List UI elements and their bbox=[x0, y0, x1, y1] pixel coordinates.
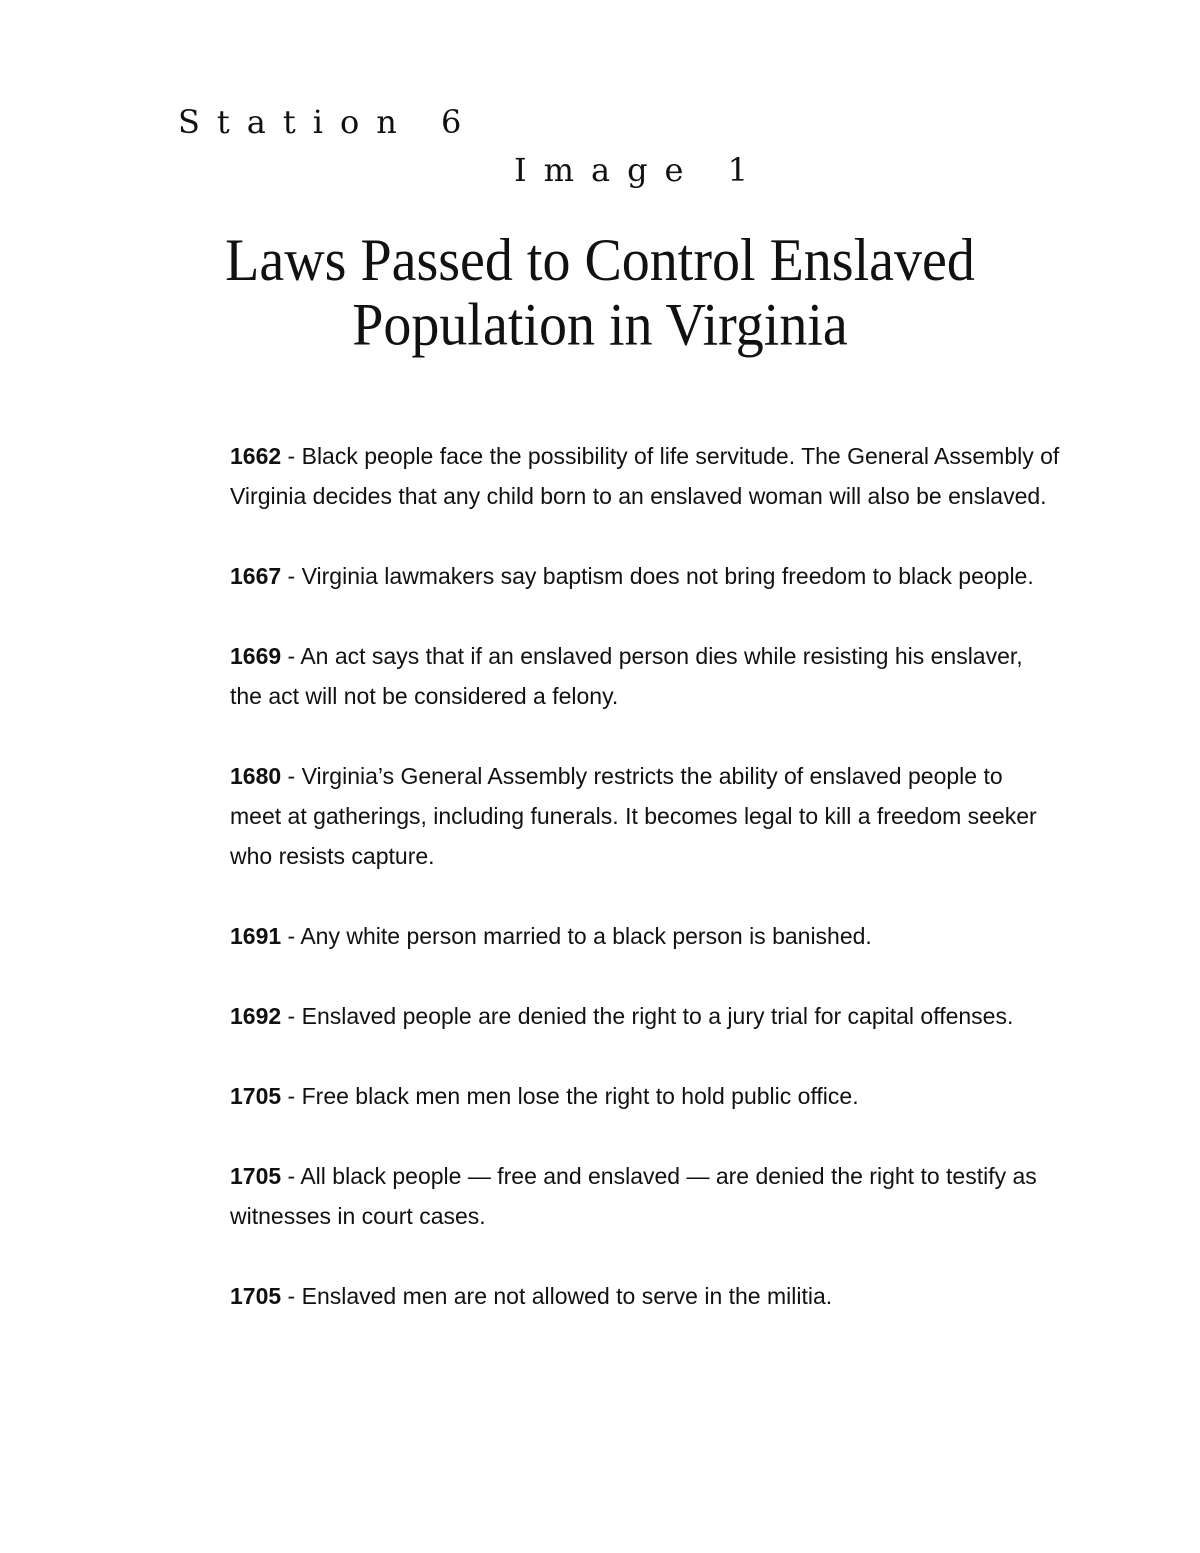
law-description: - Enslaved people are denied the right to a jury trial for capital offenses. bbox=[281, 1003, 1014, 1029]
law-year: 1692 bbox=[230, 1003, 282, 1029]
law-entry bbox=[230, 636, 1060, 716]
law-entry bbox=[230, 1276, 1060, 1316]
page-title-line-2: Population in Virginia bbox=[352, 291, 848, 359]
law-entry bbox=[230, 1156, 1060, 1236]
law-entry bbox=[230, 916, 1060, 956]
law-description: - Enslaved men are not allowed to serve in the militia. bbox=[281, 1283, 833, 1309]
law-entry bbox=[230, 756, 1060, 876]
law-year: 1705 bbox=[230, 1283, 282, 1309]
law-entry bbox=[230, 996, 1060, 1036]
law-list bbox=[230, 436, 1060, 1356]
page-title-line-1: Laws Passed to Control Enslaved bbox=[225, 226, 975, 294]
law-entry bbox=[230, 556, 1060, 596]
law-year: 1669 bbox=[230, 643, 282, 669]
law-description: - All black people — free and enslaved — are denied the right to testify as witnesses in court cases. bbox=[230, 1163, 1037, 1229]
page-title bbox=[150, 228, 1050, 358]
law-year: 1705 bbox=[230, 1083, 282, 1109]
law-entry bbox=[230, 1076, 1060, 1116]
law-description: - An act says that if an enslaved person dies while resisting his enslaver, the act will not be considered a felony. bbox=[230, 643, 1023, 709]
law-year: 1662 bbox=[230, 443, 282, 469]
law-year: 1691 bbox=[230, 923, 282, 949]
station-label: Station 6 bbox=[178, 103, 479, 141]
law-year: 1680 bbox=[230, 763, 282, 789]
law-description: - Any white person married to a black person is banished. bbox=[281, 923, 872, 949]
law-description: - Virginia’s General Assembly restricts the ability of enslaved people to meet at gatherings, including funerals. It becomes legal to kill a freedom seeker who resists capture. bbox=[230, 763, 1037, 869]
law-description: - Free black men men lose the right to hold public office. bbox=[281, 1083, 859, 1109]
law-entry bbox=[230, 436, 1060, 516]
law-description: - Virginia lawmakers say baptism does not bring freedom to black people. bbox=[281, 563, 1034, 589]
law-description: - Black people face the possibility of life servitude. The General Assembly of Virginia decides that any child born to an enslaved woman will also be enslaved. bbox=[230, 443, 1060, 509]
law-year: 1667 bbox=[230, 563, 282, 589]
law-year: 1705 bbox=[230, 1163, 282, 1189]
image-label: Image 1 bbox=[514, 151, 766, 189]
